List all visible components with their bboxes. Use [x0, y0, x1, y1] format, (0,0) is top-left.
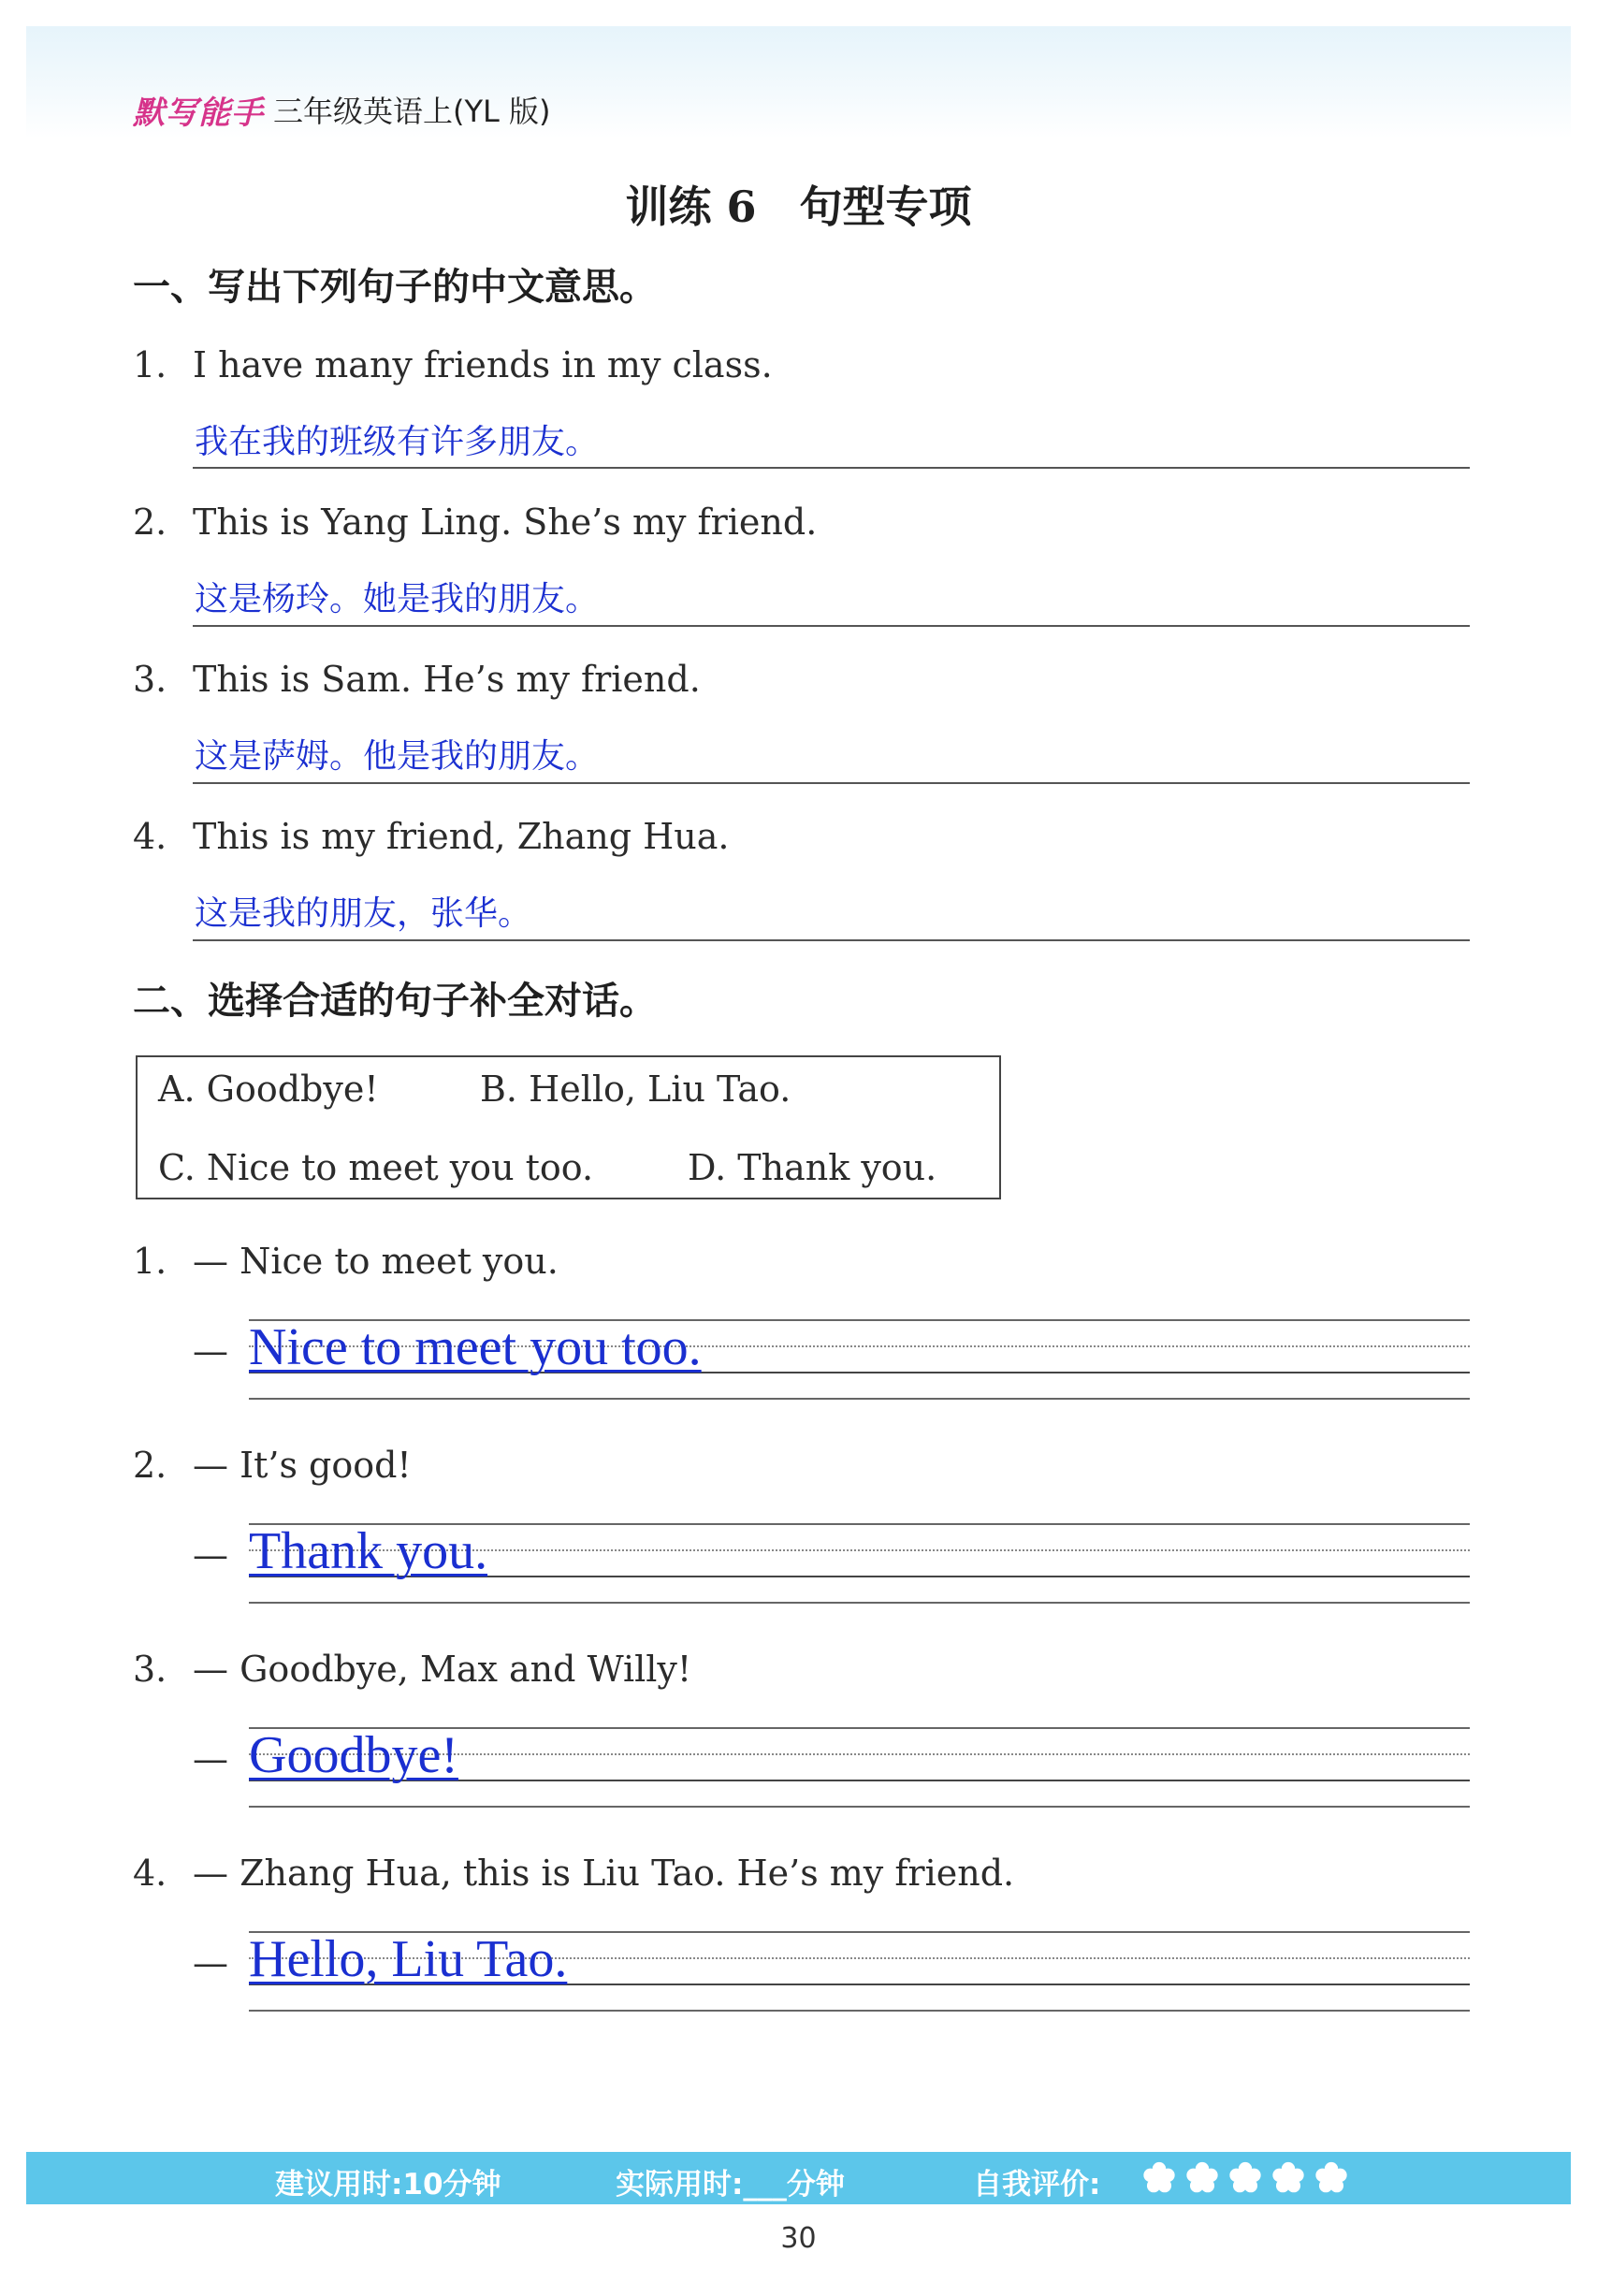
- answer-line: [193, 625, 1470, 627]
- option-c: C. Nice to meet you too.: [158, 1147, 594, 1188]
- s1-question-3: [133, 659, 701, 700]
- page-header: [133, 86, 551, 133]
- option-d: D. Thank you.: [688, 1147, 937, 1188]
- dialogue-4-answer: Hello, Liu Tao.: [249, 1930, 568, 1988]
- dialogue-1-answer: Nice to meet you too.: [249, 1318, 702, 1376]
- actual-time: 实际用时:___分钟: [616, 2168, 845, 2202]
- dialogue-1-prompt: [133, 1241, 559, 1282]
- self-evaluation-label: 自我评价:: [973, 2168, 1101, 2202]
- question-text: This is Yang Ling. She’s my friend.: [193, 501, 818, 543]
- question-number: 1.: [133, 1241, 167, 1282]
- question-number: 3.: [133, 1649, 167, 1690]
- flower-icon[interactable]: [1184, 2161, 1220, 2195]
- suggested-time: 建议用时:10分钟: [275, 2168, 501, 2202]
- prompt-text: — Goodbye, Max and Willy!: [193, 1649, 692, 1690]
- dialogue-3-answer: Goodbye!: [249, 1726, 458, 1784]
- question-number: 1.: [133, 344, 167, 385]
- question-number: 4.: [133, 1853, 167, 1894]
- series-brand: 默写能手: [133, 94, 264, 132]
- flower-icon[interactable]: [1141, 2161, 1177, 2195]
- reply-dash: —: [193, 1942, 228, 1984]
- answer-line: [193, 467, 1470, 469]
- page-title: 训练 6 句型专项: [625, 182, 972, 232]
- reply-dash: —: [193, 1330, 228, 1372]
- question-text: I have many friends in my class.: [193, 344, 773, 385]
- prompt-text: — Zhang Hua, this is Liu Tao. He’s my friend.: [193, 1853, 1015, 1894]
- dialogue-2-prompt: [133, 1445, 412, 1486]
- footer-bar: [26, 2152, 1571, 2204]
- question-number: 2.: [133, 1445, 167, 1486]
- option-a: A. Goodbye!: [158, 1068, 379, 1110]
- answer-line: [193, 782, 1470, 784]
- s1-question-4: [133, 816, 729, 857]
- dialogue-3-prompt: [133, 1649, 691, 1690]
- dialogue-2-answer: Thank you.: [249, 1522, 488, 1580]
- answer-line: [193, 939, 1470, 941]
- page-number: 30: [780, 2222, 817, 2255]
- dialogue-4-prompt: [133, 1853, 1014, 1894]
- flower-icon[interactable]: [1314, 2161, 1349, 2195]
- s1-answer-1: 我在我的班级有许多朋友。: [195, 423, 600, 461]
- s1-answer-2: 这是杨玲。她是我的朋友。: [195, 580, 600, 618]
- reply-dash: —: [193, 1534, 228, 1576]
- s1-answer-3: 这是萨姆。他是我的朋友。: [195, 737, 600, 776]
- option-b: B. Hello, Liu Tao.: [480, 1068, 791, 1110]
- s1-question-1: [133, 344, 773, 385]
- flower-icon[interactable]: [1270, 2161, 1306, 2195]
- section-2-heading: 二、选择合适的句子补全对话。: [133, 980, 657, 1023]
- s1-answer-4: 这是我的朋友，张华。: [195, 894, 532, 933]
- prompt-text: — It’s good!: [193, 1445, 412, 1486]
- question-text: This is Sam. He’s my friend.: [193, 659, 701, 700]
- section-1-heading: 一、写出下列句子的中文意思。: [133, 266, 657, 309]
- question-number: 3.: [133, 659, 167, 700]
- s1-question-2: [133, 501, 817, 543]
- question-text: This is my friend, Zhang Hua.: [193, 816, 730, 857]
- flower-icon[interactable]: [1227, 2161, 1263, 2195]
- prompt-text: — Nice to meet you.: [193, 1241, 559, 1282]
- options-box: [136, 1055, 1001, 1199]
- rating-flowers: [1141, 2161, 1349, 2195]
- question-number: 2.: [133, 501, 167, 543]
- reply-dash: —: [193, 1738, 228, 1780]
- book-title: 三年级英语上(YL 版): [273, 94, 551, 129]
- question-number: 4.: [133, 816, 167, 857]
